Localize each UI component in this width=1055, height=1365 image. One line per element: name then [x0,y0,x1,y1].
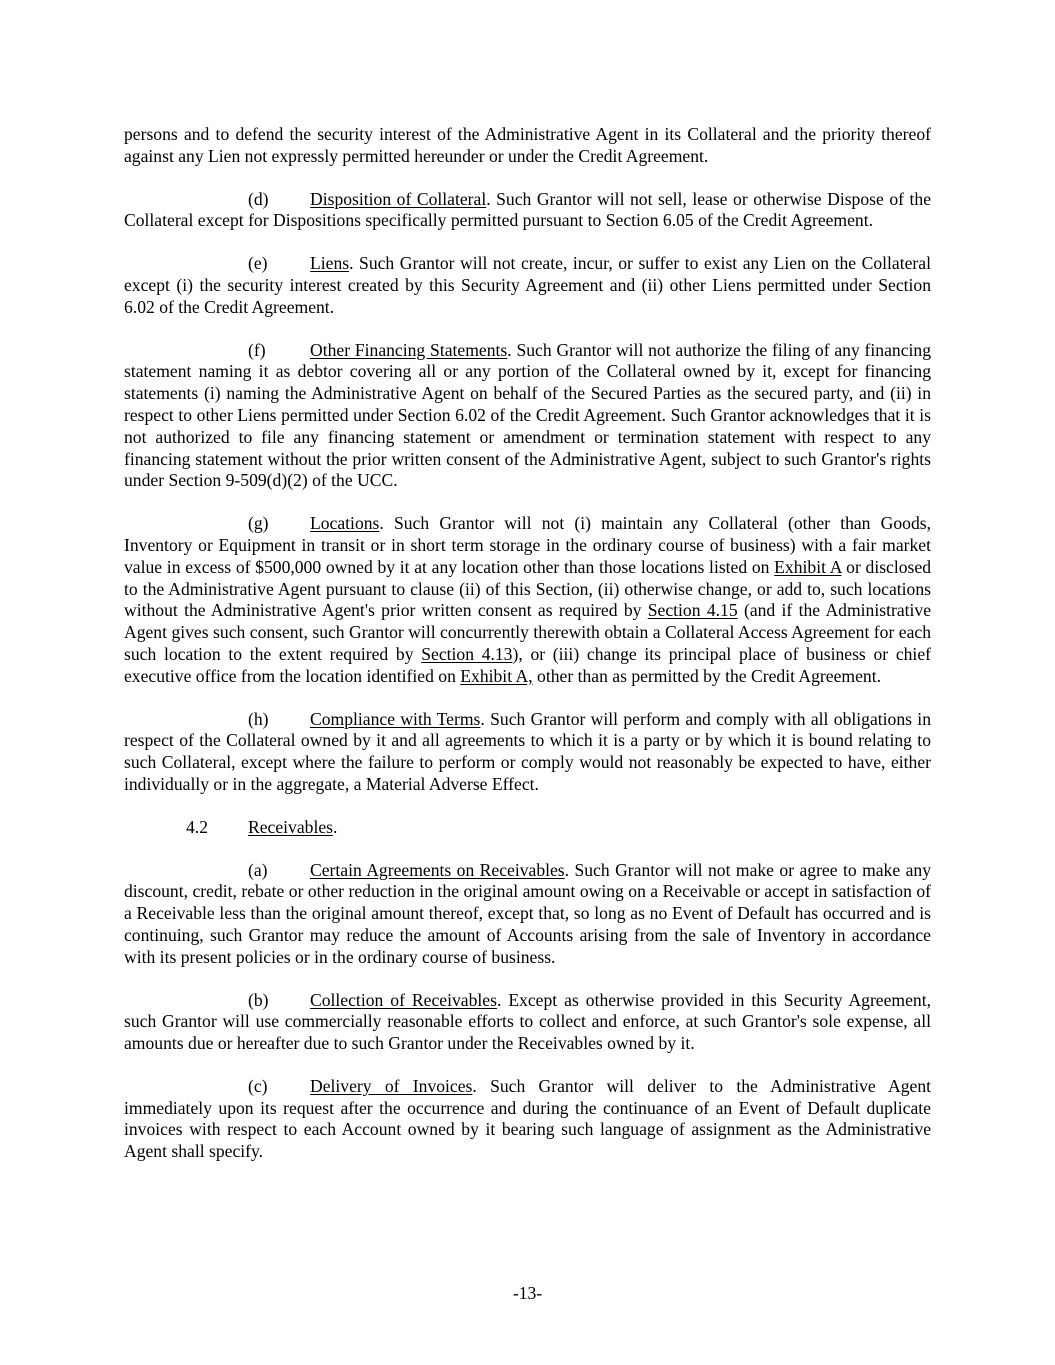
clause-d-disposition-of-collateral [124,189,931,233]
exhibit-a-reference: Exhibit A, [460,665,533,686]
clause-text: . Such Grantor will not (i) maintain any Collateral (other than Goods, Inventory or Equipment in transit or in short term storage in the ordinary course of business) with a fair market value in excess of $500,000 owned by it at any location other than those locations listed on [124,513,931,577]
clause-b-collection-of-receivables [124,990,931,1055]
clause-title: Disposition of Collateral [310,188,487,209]
clause-marker: (b) [248,989,269,1010]
clause-marker: (a) [248,859,268,880]
section-4-15-reference: Section 4.15 [647,600,738,621]
clause-c-delivery-of-invoices [124,1076,931,1163]
clause-title: Compliance with Terms [310,708,481,729]
clause-marker: (g) [248,513,269,534]
clause-text: . Such Grantor will not authorize the filing of any financing statement naming it as debtor covering all or any portion of the Collateral owned by it, except for financing statements (i) naming the Administrative Agent on behalf of the Secured Parties as the secured party, and (ii) in respect to other Liens permitted under Section 6.02 of the Credit Agreement. Such Grantor acknowledges that it is not authorized to file any financing statement or amendment or termination statement with respect to any financing statement without the prior written consent of the Administrative Agent, subject to such Grantor's rights under Section 9-509(d)(2) of the UCC. [124,339,931,491]
clause-text: . Such Grantor will perform and comply with all obligations in respect of the Collateral owned by it and all agreements to which it is a party or by which it is bound relating to such Collateral, except where the failure to perform or comply would not reasonably be expected to have, either individually or in the aggregate, a Material Adverse Effect. [124,708,931,794]
clause-text: . Such Grantor will deliver to the Administrative Agent immediately upon its request after the occurrence and during the continuance of an Event of Default duplicate invoices with respect to each Account owned by it bearing such language of assignment as the Administrative Agent shall specify. [124,1075,931,1162]
document-page [124,124,931,1184]
clause-text: (and if the Administrative Agent gives such consent, such Grantor will concurrently therewith obtain a Collateral Access Agreement for each such location to the extent required by [124,600,932,664]
paragraph-text: persons and to defend the security interest of the Administrative Agent in its Collateral and the priority thereof against any Lien not expressly permitted hereunder or under the Credit Agreement. [124,124,931,166]
clause-text: other than as permitted by the Credit Agreement. [532,665,881,686]
clause-text: . Such Grantor will not sell, lease or otherwise Dispose of the Collateral except for Dispositions specifically permitted pursuant to Section 6.05 of the Credit Agreement. [124,188,932,231]
clause-marker: (h) [248,708,269,729]
clause-text: or disclosed to the Administrative Agent pursuant to clause (ii) of this Section, (ii) otherwise change, or add to, such locations without the Administrative Agent's prior written consent as required by [124,556,931,621]
clause-title: Delivery of Invoices [310,1075,473,1096]
clause-f-other-financing-statements [124,340,931,493]
clause-text: . Except as otherwise provided in this Security Agreement, such Grantor will use commercially reasonable efforts to collect and enforce, at such Grantor's sole expense, all amounts due or hereafter due to such Grantor under the Receivables owned by it. [124,989,931,1054]
section-title-suffix: . [333,816,338,837]
clause-text: ), or (iii) change its principal place of business or chief executive office from the location identified on [124,643,931,686]
clause-title: Locations [310,513,380,534]
section-4-2-heading [124,817,931,839]
section-number: 4.2 [186,816,208,837]
paragraph-continuation [124,124,931,168]
clause-text: . Such Grantor will not create, incur, or suffer to exist any Lien on the Collateral except (i) the security interest created by this Security Agreement and (ii) other Liens permitted under Section 6.02 of the Credit Agreement. [124,253,931,317]
clause-title: Other Financing Statements [310,339,508,360]
clause-marker: (c) [248,1075,268,1096]
clause-text: . Such Grantor will not make or agree to make any discount, credit, rebate or other reduction in the original amount owing on a Receivable or accept in satisfaction of a Receivable less than the original amount thereof, except that, so long as no Event of Default has occurred and is continuing, such Grantor may reduce the amount of Accounts arising from the sale of Inventory in accordance with its present policies or in the ordinary course of business. [124,859,931,967]
page-number: -13- [512,1283,543,1303]
section-4-13-reference: Section 4.13 [421,643,513,664]
clause-marker: (d) [248,188,269,209]
section-title: Receivables [248,816,333,837]
clause-e-liens [124,253,931,318]
clause-marker: (e) [248,253,268,274]
clause-title: Certain Agreements on Receivables [310,859,565,880]
clause-h-compliance-with-terms [124,709,931,796]
clause-marker: (f) [248,339,266,360]
exhibit-a-reference: Exhibit A [774,556,842,577]
clause-title: Liens [310,253,350,274]
clause-g-locations [124,513,931,687]
clause-title: Collection of Receivables [310,989,497,1010]
clause-a-certain-agreements-on-receivables [124,860,931,969]
